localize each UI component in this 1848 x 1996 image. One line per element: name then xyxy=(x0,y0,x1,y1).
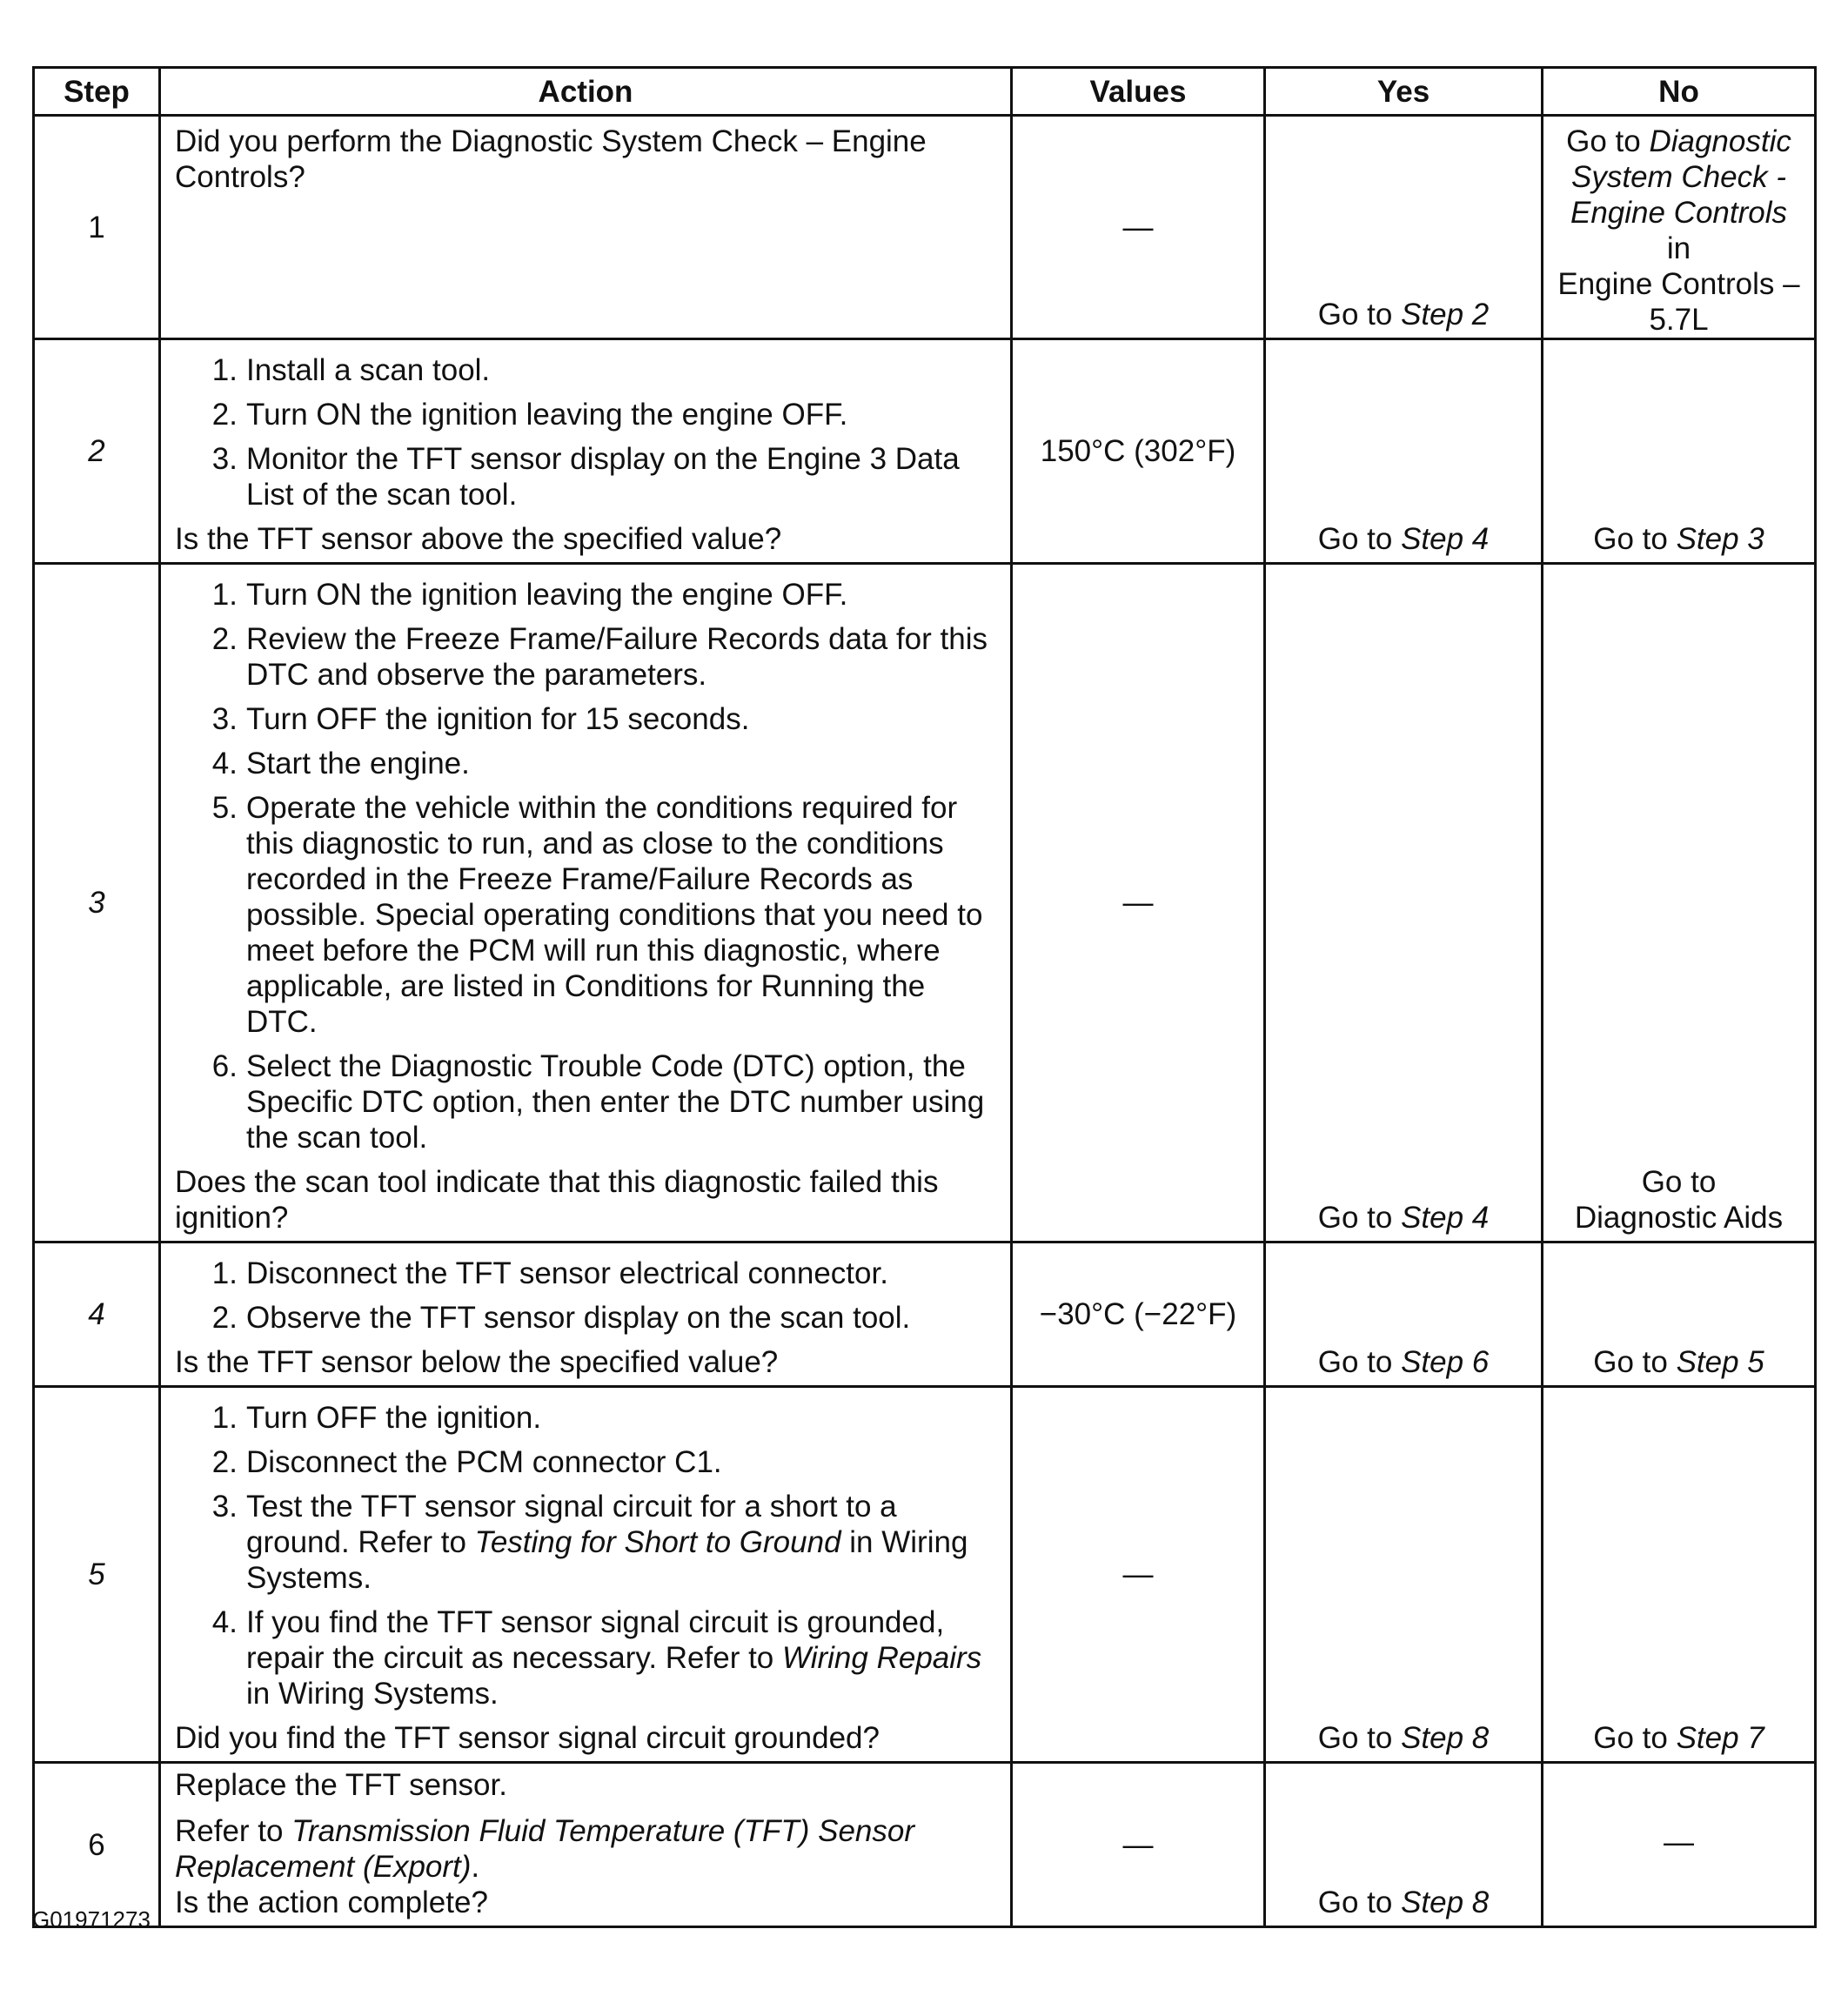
action-cell xyxy=(160,116,1012,339)
header-row xyxy=(34,68,1816,116)
step-number: 3 xyxy=(34,564,160,1242)
no-manual-text: Engine Controls – 5.7L xyxy=(1557,267,1800,337)
action-steps xyxy=(175,1400,994,1711)
header-step: Step xyxy=(34,68,160,116)
no-target-link[interactable]: Step 3 xyxy=(1676,522,1764,556)
action-question: Did you find the TFT sensor signal circuit grounded? xyxy=(175,1721,880,1755)
header-values: Values xyxy=(1012,68,1265,116)
yes-target-link[interactable]: Step 4 xyxy=(1401,522,1490,556)
list-item: 2. Review the Freeze Frame/Failure Records data for this DTC and observe the parameters. xyxy=(211,622,988,692)
no-prefix: Go to xyxy=(1593,1721,1677,1755)
value-cell: — xyxy=(1012,116,1265,339)
reference-link[interactable]: Testing for Short to Ground xyxy=(474,1525,841,1559)
no-prefix: Go to xyxy=(1641,1165,1717,1199)
value-cell: 150°C (302°F) xyxy=(1012,339,1265,564)
reference-link[interactable]: Transmission Fluid Temperature (TFT) Sensor Replacement (Export) xyxy=(175,1814,914,1884)
action-text: Did you perform the Diagnostic System Check – Engine Controls? xyxy=(175,124,927,194)
no-prefix: Go to xyxy=(1593,1345,1677,1379)
list-item: 2. Turn ON the ignition leaving the engine OFF. xyxy=(211,398,848,432)
no-target-link[interactable]: Step 5 xyxy=(1676,1345,1764,1379)
yes-target-link[interactable]: Step 6 xyxy=(1401,1345,1490,1379)
value-cell: −30°C (−22°F) xyxy=(1012,1242,1265,1387)
yes-cell[interactable] xyxy=(1265,1242,1543,1387)
list-item: 3. Test the TFT sensor signal circuit for a short to a ground. Refer to Testing for Short to Ground in Wiring Systems. xyxy=(211,1490,968,1595)
value-cell: — xyxy=(1012,564,1265,1242)
value-cell: — xyxy=(1012,1387,1265,1763)
yes-prefix: Go to xyxy=(1317,1345,1402,1379)
action-steps xyxy=(175,577,994,1155)
action-cell xyxy=(160,1763,1012,1927)
diagnostic-table xyxy=(32,66,1817,1928)
list-item: 3. Turn OFF the ignition for 15 seconds. xyxy=(211,702,750,736)
header-yes: Yes xyxy=(1265,68,1543,116)
list-item: 1. Turn OFF the ignition. xyxy=(211,1401,542,1435)
yes-prefix: Go to xyxy=(1317,522,1402,556)
table-row xyxy=(34,339,1816,564)
yes-target-link[interactable]: Step 8 xyxy=(1401,1721,1490,1755)
yes-cell[interactable] xyxy=(1265,1763,1543,1927)
action-question: Does the scan tool indicate that this diagnostic failed this ignition? xyxy=(175,1165,939,1235)
list-item: 4. If you find the TFT sensor signal circuit is grounded, repair the circuit as necessary. Refer to Wiring Repairs in Wiring Systems. xyxy=(211,1605,982,1711)
no-cell[interactable] xyxy=(1543,564,1816,1242)
no-target-link[interactable]: Diagnostic Aids xyxy=(1574,1201,1784,1235)
list-item: 1. Turn ON the ignition leaving the engine OFF. xyxy=(211,578,848,612)
list-item: 2. Disconnect the PCM connector C1. xyxy=(211,1445,722,1479)
list-item: 5. Operate the vehicle within the conditions required for this diagnostic to run, and as close to the conditions recorded in the Freeze Frame/Failure Records as possible. Special operating conditions that you need to meet before the PCM will run this diagnostic, where applicable, are listed in Conditions for Running the DTC. xyxy=(211,791,983,1039)
yes-cell[interactable] xyxy=(1265,116,1543,339)
no-in-text: in xyxy=(1666,231,1691,265)
no-cell[interactable] xyxy=(1543,339,1816,564)
action-reference: Refer to Transmission Fluid Temperature (TFT) Sensor Replacement (Export). xyxy=(175,1814,914,1884)
list-item: 2. Observe the TFT sensor display on the scan tool. xyxy=(211,1301,911,1335)
action-steps xyxy=(175,1256,994,1336)
value-cell: — xyxy=(1012,1763,1265,1927)
figure-id: G01971273 xyxy=(32,1906,151,1932)
table-row xyxy=(34,1387,1816,1763)
step-number: 5 xyxy=(34,1387,160,1763)
yes-prefix: Go to xyxy=(1317,1721,1402,1755)
list-item: 1. Disconnect the TFT sensor electrical connector. xyxy=(211,1256,888,1290)
no-prefix: Go to xyxy=(1566,124,1650,158)
step-number: 6 xyxy=(34,1763,160,1927)
no-cell[interactable] xyxy=(1543,1242,1816,1387)
table-row xyxy=(34,564,1816,1242)
no-cell: — xyxy=(1543,1763,1816,1927)
no-cell[interactable] xyxy=(1543,1387,1816,1763)
list-item: 1. Install a scan tool. xyxy=(211,353,491,387)
yes-prefix: Go to xyxy=(1317,298,1402,332)
yes-cell[interactable] xyxy=(1265,1387,1543,1763)
yes-prefix: Go to xyxy=(1317,1885,1402,1919)
step-number: 2 xyxy=(34,339,160,564)
header-action: Action xyxy=(160,68,1012,116)
list-item: 3. Monitor the TFT sensor display on the Engine 3 Data List of the scan tool. xyxy=(211,442,960,512)
yes-cell[interactable] xyxy=(1265,339,1543,564)
no-prefix: Go to xyxy=(1593,522,1677,556)
action-cell xyxy=(160,339,1012,564)
no-target-link[interactable]: Diagnostic System Check - Engine Controls xyxy=(1570,124,1791,230)
action-cell xyxy=(160,564,1012,1242)
reference-link[interactable]: Wiring Repairs xyxy=(782,1641,982,1675)
yes-prefix: Go to xyxy=(1317,1201,1402,1235)
step-number: 1 xyxy=(34,116,160,339)
header-no: No xyxy=(1543,68,1816,116)
action-cell xyxy=(160,1387,1012,1763)
table-row xyxy=(34,1242,1816,1387)
no-cell[interactable] xyxy=(1543,116,1816,339)
no-target-link[interactable]: Step 7 xyxy=(1676,1721,1764,1755)
action-question: Is the TFT sensor above the specified value? xyxy=(175,522,782,556)
action-cell xyxy=(160,1242,1012,1387)
yes-target-link[interactable]: Step 8 xyxy=(1401,1885,1490,1919)
table-row xyxy=(34,1763,1816,1927)
action-question: Is the TFT sensor below the specified value? xyxy=(175,1345,779,1379)
list-item: 4. Start the engine. xyxy=(211,747,470,780)
table-row xyxy=(34,116,1816,339)
action-question: Is the action complete? xyxy=(175,1885,488,1919)
yes-target-link[interactable]: Step 2 xyxy=(1401,298,1490,332)
step-number: 4 xyxy=(34,1242,160,1387)
action-text: Replace the TFT sensor. xyxy=(175,1768,507,1802)
yes-cell[interactable] xyxy=(1265,564,1543,1242)
action-steps xyxy=(175,352,994,512)
list-item: 6. Select the Diagnostic Trouble Code (DTC) option, the Specific DTC option, then enter the DTC number using the scan tool. xyxy=(211,1049,985,1155)
yes-target-link[interactable]: Step 4 xyxy=(1401,1201,1490,1235)
